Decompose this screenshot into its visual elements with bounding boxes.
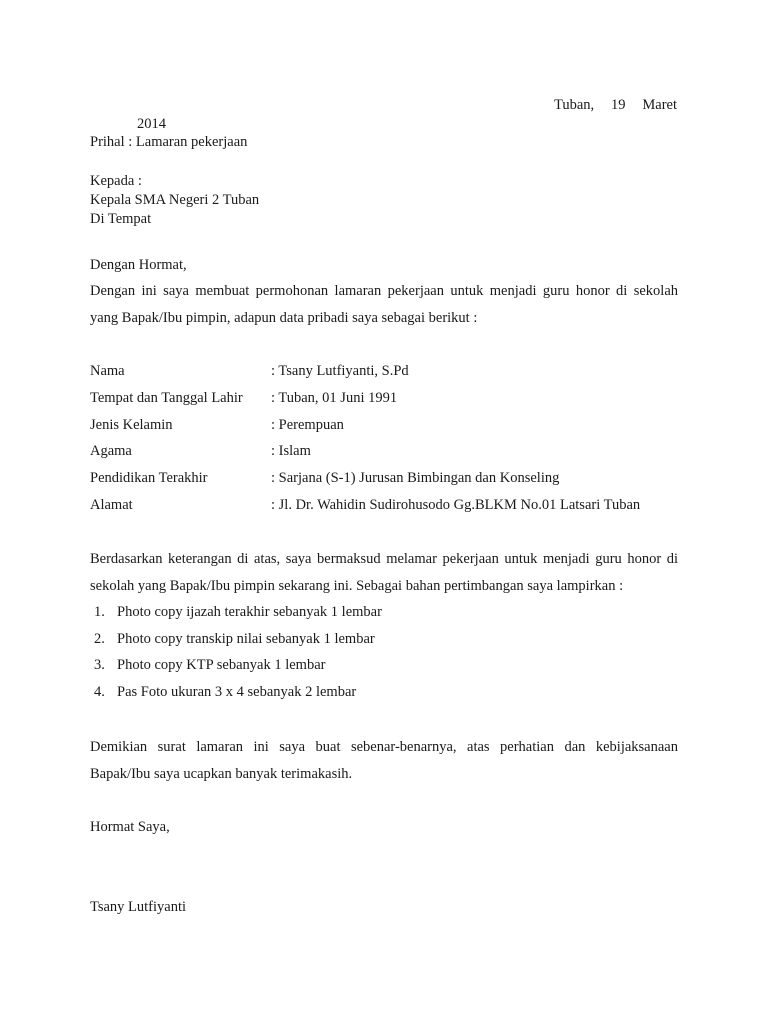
recipient-location: Di Tempat xyxy=(90,211,152,227)
list-text: Photo copy transkip nilai sebanyak 1 lembar xyxy=(117,631,375,647)
list-number: 3. xyxy=(94,657,105,673)
data-label: Pendidikan Terakhir xyxy=(90,470,208,486)
closing-line-2: Bapak/Ibu saya ucapkan banyak terimakasih. xyxy=(90,765,353,782)
signature-name: Tsany Lutfiyanti xyxy=(90,899,187,915)
list-text: Photo copy KTP sebanyak 1 lembar xyxy=(117,657,326,673)
data-value: : Sarjana (S-1) Jurusan Bimbingan dan Konseling xyxy=(271,470,560,486)
list-text: Pas Foto ukuran 3 x 4 sebanyak 2 lembar xyxy=(117,684,357,700)
data-label: Agama xyxy=(90,443,132,459)
data-value: : Perempuan xyxy=(271,417,344,433)
data-value: : Jl. Dr. Wahidin Sudirohusodo Gg.BLKM No.01 Latsari Tuban xyxy=(271,497,641,513)
data-value: : Islam xyxy=(271,443,311,459)
date-month: Maret xyxy=(642,97,677,113)
list-number: 4. xyxy=(94,684,105,700)
data-label: Jenis Kelamin xyxy=(90,417,173,433)
letter-date xyxy=(554,96,677,114)
list-number: 2. xyxy=(94,631,105,647)
date-place: Tuban, xyxy=(554,97,595,113)
greeting: Dengan Hormat, xyxy=(90,257,187,273)
body-line-2: sekolah yang Bapak/Ibu pimpin sekarang ini. Sebagai bahan pertimbangan saya lampirkan : xyxy=(90,577,624,594)
data-label: Alamat xyxy=(90,497,133,513)
body-paragraph xyxy=(90,546,678,599)
intro-line-2: yang Bapak/Ibu pimpin, adapun data pribadi saya sebagai berikut : xyxy=(90,309,478,326)
closing-paragraph xyxy=(90,734,678,787)
data-label: Tempat dan Tanggal Lahir xyxy=(90,390,243,406)
recipient-name: Kepala SMA Negeri 2 Tuban xyxy=(90,192,260,208)
date-year: 2014 xyxy=(137,116,166,132)
intro-line-1: Dengan ini saya membuat permohonan lamaran pekerjaan untuk menjadi guru honor di sekolah xyxy=(90,283,678,299)
body-line-1: Berdasarkan keterangan di atas, saya bermaksud melamar pekerjaan untuk menjadi guru honor di xyxy=(90,551,678,567)
letter-subject: Prihal : Lamaran pekerjaan xyxy=(90,134,248,150)
data-value: : Tsany Lutfiyanti, S.Pd xyxy=(271,363,409,379)
date-day: 19 xyxy=(611,97,626,113)
signoff: Hormat Saya, xyxy=(90,819,170,835)
closing-line-1: Demikian surat lamaran ini saya buat sebenar-benarnya, atas perhatian dan kebijaksanaan xyxy=(90,739,678,755)
data-label: Nama xyxy=(90,363,125,379)
recipient-to: Kepada : xyxy=(90,173,142,189)
data-value: : Tuban, 01 Juni 1991 xyxy=(271,390,398,406)
list-number: 1. xyxy=(94,604,105,620)
intro-paragraph xyxy=(90,278,678,331)
list-text: Photo copy ijazah terakhir sebanyak 1 lembar xyxy=(117,604,382,620)
